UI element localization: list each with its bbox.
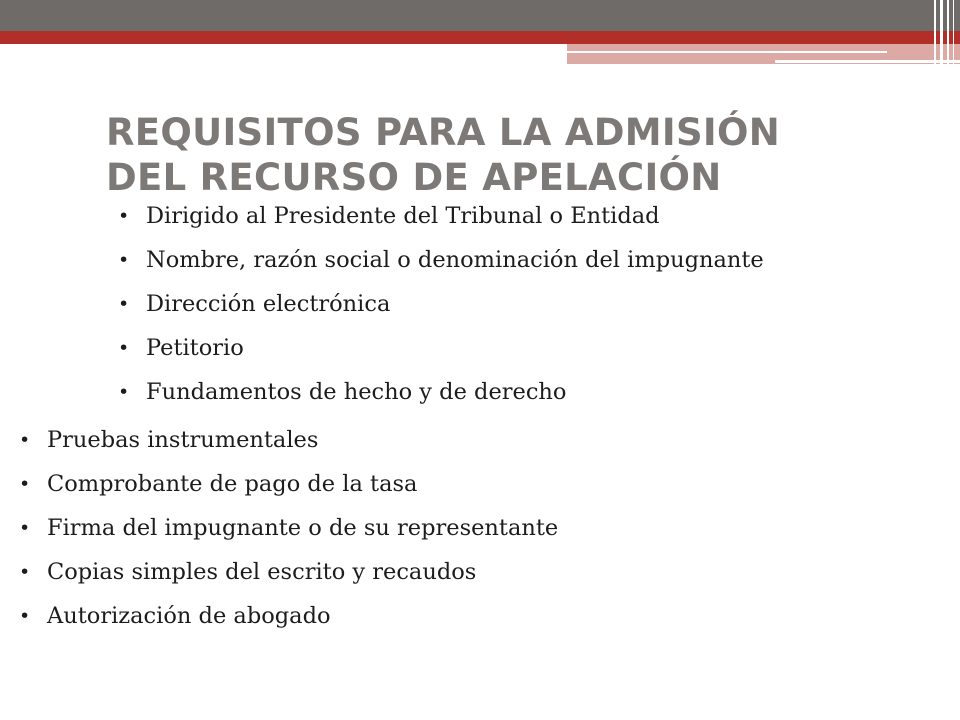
list-item: • Dirigido al Presidente del Tribunal o Entidad (118, 194, 764, 238)
list-item: • Comprobante de pago de la tasa (19, 462, 558, 506)
list-item: • Petitorio (118, 326, 764, 370)
header-decoration (0, 0, 960, 38)
slide-title-line-2: DEL RECURSO DE APELACIÓN (106, 156, 722, 199)
list-item: • Fundamentos de hecho y de derecho (118, 370, 764, 414)
header-divider-line (567, 51, 887, 53)
requirements-list-secondary (19, 418, 558, 638)
header-red-stripe (0, 31, 960, 44)
list-item: • Nombre, razón social o denominación del impugnante (118, 238, 764, 282)
list-item: • Copias simples del escrito y recaudos (19, 550, 558, 594)
slide-title (106, 110, 780, 200)
list-item: • Autorización de abogado (19, 594, 558, 638)
requirements-list-primary (118, 194, 764, 414)
list-item: • Dirección electrónica (118, 282, 764, 326)
list-item: • Pruebas instrumentales (19, 418, 558, 462)
list-item: • Firma del impugnante o de su representante (19, 506, 558, 550)
header-gray-bar (0, 0, 960, 31)
corner-line-accent (930, 0, 960, 64)
slide-title-line-1: REQUISITOS PARA LA ADMISIÓN (106, 111, 780, 154)
